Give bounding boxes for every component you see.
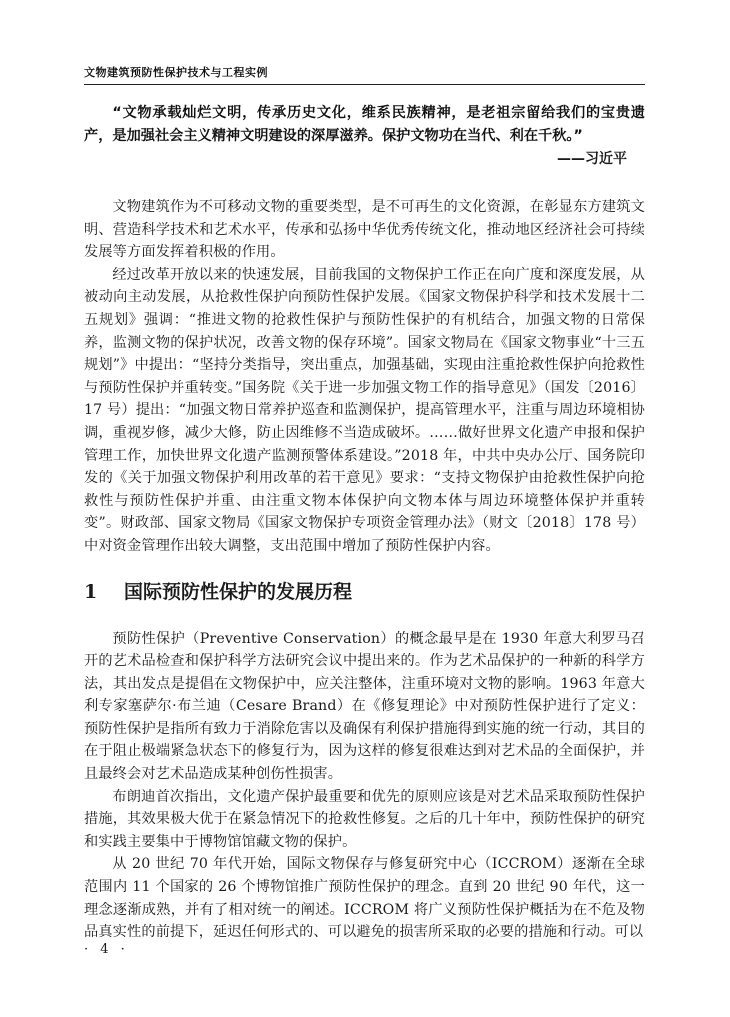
spacer	[84, 170, 645, 196]
section-title: 国际预防性保护的发展历程	[124, 580, 353, 603]
epigraph-attribution: ——习近平	[557, 151, 627, 167]
section-paragraph: 预防性保护（Preventive Conservation）的概念最早是在 1930 年意大利罗马召开的艺术品检查和保护科学方法研究会议中提出来的。作为艺术品保护的一种新的科学方法，其出发点是提倡在文物保护中，应关注整体，注重环境对文物的影响。1963 年意大利专家塞萨尔·布兰迪（Cesare Brand）在《修复理论》中对预防性保护进行了定义：预防性保护是指所有致力于消除危害以及确保有利保护措施得到实施的统一行动，其目的在于阻止极端紧急状态下的修复行为，因为这样的修复很难达到对艺术品的全面保护，并且最终会对艺术品造成某种创伤性损害。	[84, 630, 645, 783]
intro-paragraph: 经过改革开放以来的快速发展，目前我国的文物保护工作正在向广度和深度发展，从被动向主动发展，从抢救性保护向预防性保护发展。《国家文物保护科学和技术发展十二五规划》强调：“推进文物的抢救性保护与预防性保护的有机结合，加强文物的日常保养，监测文物的保护状况，改善文物的保存环境”。国家文物局在《国家文物事业“十三五规划”》中提出：“坚持分类指导，突出重点，加强基础，实现由注重抢救性保护向抢救性与预防性保护并重转变。”国务院《关于进一步加强文物工作的指导意见》（国发〔2016〕17 号）提出：“加强文物日常养护巡查和监测保护，提高管理水平，注重与周边环境相协调，重视岁修，减少大修，防止因维修不当造成破坏。……做好世界文化遗产申报和保护管理工作，加快世界文化遗产监测预警体系建设。”2018 年，中共中央办公厅、国务院印发的《关于加强文物保护利用改革的若干意见》要求：“支持文物保护由抢救性保护向抢救性与预防性保护并重、由注重文物本体保护向文物本体与周边环境整体保护并重转变”。财政部、国家文物局《国家文物保护专项资金管理办法》（财文〔2018〕178 号）中对资金管理作出较大调整，支出范围中增加了预防性保护内容。	[84, 266, 645, 554]
section-heading	[84, 578, 645, 606]
epigraph-quote: “文物承载灿烂文明，传承历史文化，维系民族精神，是老祖宗留给我们的宝贵遗产，是加强社会主义精神文明建设的深厚滋养。保护文物功在当代、利在千秋。”	[84, 105, 645, 144]
header-rule	[84, 84, 645, 85]
intro-paragraph: 文物建筑作为不可移动文物的重要类型，是不可再生的文化资源，在彰显东方建筑文明、营造科学技术和艺术水平，传承和弘扬中华优秀传统文化，推动地区经济社会可持续发展等方面发挥着积极的作用。	[84, 199, 645, 261]
page-number: · 4 ·	[84, 942, 129, 957]
section-paragraph: 从 20 世纪 70 年代开始，国际文物保存与修复研究中心（ICCROM）逐渐在全球范围内 11 个国家的 26 个博物馆推广预防性保护的理念。直到 20 世纪 90 年代，这一理念逐渐成熟，并有了相对统一的阐述。ICCROM 将广义预防性保护概括为在不危及物品真实性的前提下，延迟任何形式的、可以避免的损害所采取的必要的措施和行动。可以	[84, 856, 645, 941]
running-head: 文物建筑预防性保护技术与工程实例	[84, 66, 268, 79]
page-content	[84, 102, 645, 944]
section-paragraph: 布朗迪首次指出，文化遗产保护最重要和优先的原则应该是对艺术品采取预防性保护措施，其效果极大优于在紧急情况下的抢救性修复。之后的几十年中，预防性保护的研究和实践主要集中于博物馆馆藏文物的保护。	[84, 788, 645, 850]
section-number: 1	[84, 580, 98, 603]
